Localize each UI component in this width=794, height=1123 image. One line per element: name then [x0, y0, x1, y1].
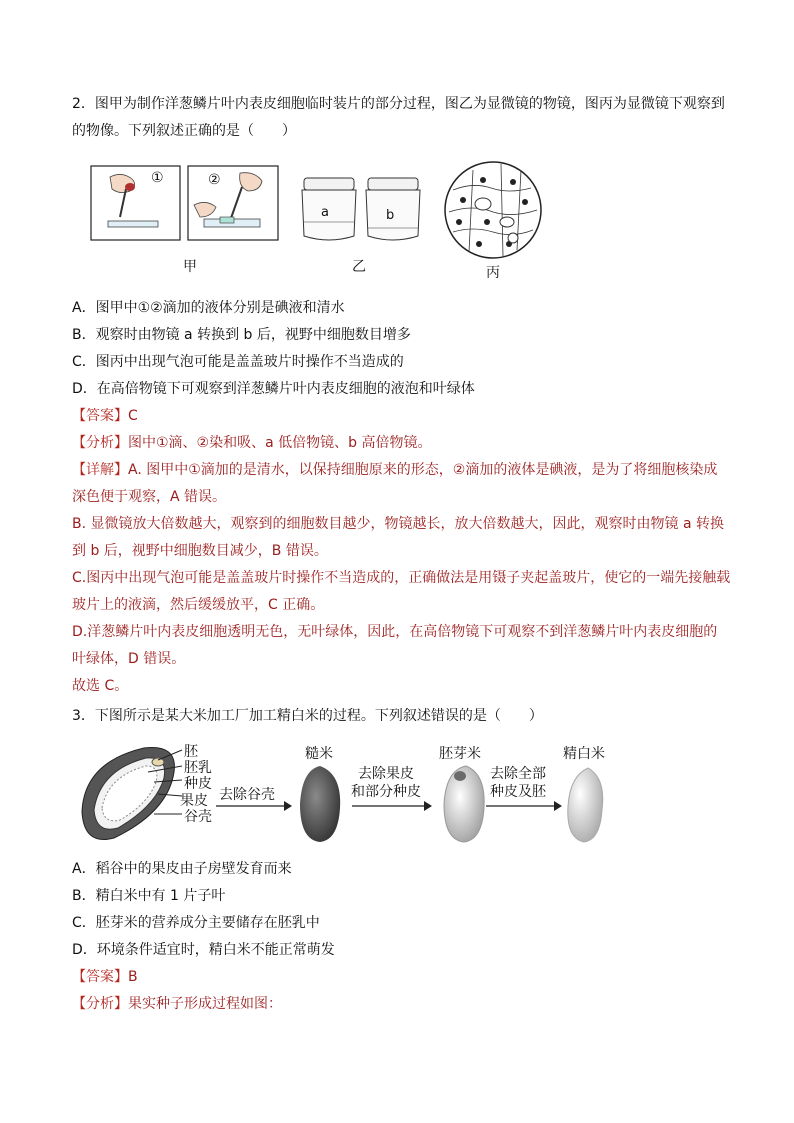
detail-text: A. 图甲中①滴加的是清水，以保持细胞原来的形态，②滴加的液体是碘液，是为了将细胞核染成 — [128, 462, 718, 478]
step2-label-line1: 去除果皮 — [358, 766, 414, 782]
q3-option-a: A．稻谷中的果皮由子房壁发育而来 — [72, 861, 292, 877]
step1-label: 去除谷壳 — [219, 787, 275, 803]
step3-label-line2: 种皮及胚 — [490, 784, 546, 800]
fig-jia-step2-label: ② — [208, 172, 221, 188]
detail-tag: 【详解】 — [72, 462, 128, 478]
germ-rice-image — [440, 764, 490, 844]
lens-b-label: b — [386, 208, 395, 223]
q3-option-c: C．胚芽米的营养成分主要储存在胚乳中 — [72, 915, 320, 931]
step3-label-line1: 去除全部 — [490, 766, 546, 782]
fig-yi-caption: 乙 — [352, 259, 366, 275]
q3-analysis — [72, 994, 282, 1014]
q2-detail-line2: 深色便于观察，A 错误。 — [72, 489, 227, 505]
q2-detail-line8: 叶绿体，D 错误。 — [72, 651, 186, 667]
fig-jia-step1-label: ① — [151, 170, 164, 186]
analysis-tag: 【分析】 — [72, 996, 128, 1012]
answer-value: C — [128, 408, 138, 424]
q3-answer — [72, 967, 138, 987]
label-pei-ya-mi: 胚芽米 — [439, 746, 481, 762]
q2-answer — [72, 406, 138, 426]
analysis-text: 果实种子形成过程如图： — [128, 996, 282, 1012]
q2-stem-line2: 的物像。下列叙述正确的是（ ） — [72, 123, 296, 139]
q2-detail-line1 — [72, 460, 717, 480]
q3-stem: 3．下图所示是某大米加工厂加工精白米的过程。下列叙述错误的是（ ） — [72, 708, 543, 724]
brown-rice-image — [296, 764, 346, 844]
figure-jia — [90, 165, 290, 245]
answer-value: B — [128, 969, 138, 985]
answer-tag: 【答案】 — [72, 408, 128, 424]
fig-bing-caption: 丙 — [486, 265, 500, 281]
q2-option-c: C．图丙中出现气泡可能是盖盖玻片时操作不当造成的 — [72, 354, 404, 370]
analysis-tag: 【分析】 — [72, 435, 128, 451]
figure-bing — [443, 160, 543, 260]
label-jing-bai-mi: 精白米 — [563, 746, 605, 762]
q3-option-d: D．环境条件适宜时，精白米不能正常萌发 — [72, 942, 335, 958]
fig-jia-caption: 甲 — [183, 259, 197, 275]
q2-conclusion: 故选 C。 — [72, 678, 129, 694]
label-guke: 谷壳 — [184, 809, 212, 825]
label-pei: 胚 — [184, 744, 198, 760]
lens-a-label: a — [321, 205, 329, 220]
arrow-right-icon — [214, 800, 294, 812]
polished-rice-image — [562, 766, 608, 844]
label-peiru: 胚乳 — [184, 760, 212, 776]
q2-detail-line7: D.洋葱鳞片叶内表皮细胞透明无色，无叶绿体，因此，在高倍物镜下可观察不到洋葱鳞片叶内表皮细胞的 — [72, 624, 718, 640]
q3-option-b: B．精白米中有 1 片子叶 — [72, 888, 226, 904]
label-cao-mi: 糙米 — [305, 746, 333, 762]
arrow-right-icon — [350, 800, 434, 812]
q2-detail-line6: 玻片上的液滴，然后缓缓放平，C 正确。 — [72, 597, 325, 613]
q2-analysis — [72, 433, 431, 453]
figure-yi — [296, 176, 426, 246]
q2-detail-line5: C.图丙中出现气泡可能是盖盖玻片时操作不当造成的，正确做法是用镊子夹起盖玻片，使它的一端先接触载 — [72, 570, 731, 586]
q2-detail-line3: B. 显微镜放大倍数越大，观察到的细胞数目越少，物镜越长，放大倍数越大，因此，观察时由物镜 a 转换 — [72, 516, 724, 532]
arrow-right-icon — [484, 800, 564, 812]
q2-option-d: D．在高倍物镜下可观察到洋葱鳞片叶内表皮细胞的液泡和叶绿体 — [72, 381, 475, 397]
step2-label-line2: 和部分种皮 — [351, 784, 421, 800]
answer-tag: 【答案】 — [72, 969, 128, 985]
q2-option-a: A．图甲中①②滴加的液体分别是碘液和清水 — [72, 300, 345, 316]
q2-detail-line4: 到 b 后，视野中细胞数目减少，B 错误。 — [72, 543, 328, 559]
label-guopi: 果皮 — [180, 793, 208, 809]
q2-option-b: B．观察时由物镜 a 转换到 b 后，视野中细胞数目增多 — [72, 327, 411, 343]
analysis-text: 图中①滴、②染和吸、a 低倍物镜、b 高倍物镜。 — [128, 435, 432, 451]
q2-stem-line1: 2．图甲为制作洋葱鳞片叶内表皮细胞临时装片的部分过程，图乙为显微镜的物镜，图丙为显微镜下观察到 — [72, 96, 725, 112]
label-zhongpi: 种皮 — [184, 776, 212, 792]
rice-grain-diagram — [74, 742, 184, 848]
